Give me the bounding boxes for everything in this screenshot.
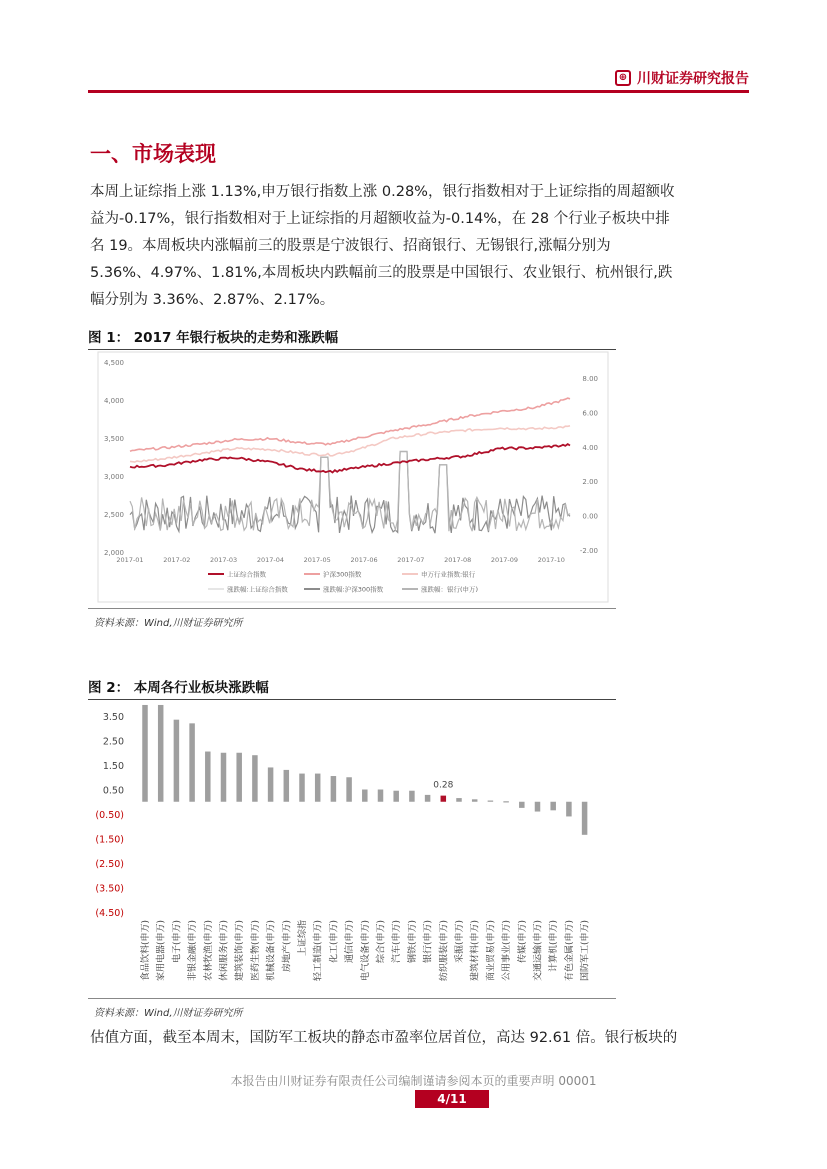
x-axis-category-label: 钢铁(申万): [407, 920, 418, 964]
valuation-paragraph: 估值方面，截至本周末，国防军工板块的静态市盈率位居首位，高达 92.61 倍。银行板块的: [90, 1030, 678, 1046]
x-axis-tick-label: 2017-03: [210, 556, 238, 564]
bar: [409, 791, 415, 802]
bar: [205, 752, 211, 802]
x-axis-category-label: 采掘(申万): [455, 920, 465, 964]
x-axis-category-label: 汽车(申万): [392, 920, 403, 964]
market-summary-paragraph: [90, 179, 740, 314]
x-axis-tick-label: 2017-02: [163, 556, 191, 564]
x-axis-category-label: 交通运输(申万): [533, 920, 544, 982]
bar: [425, 795, 431, 802]
x-axis-category-label: 建筑材料(申万): [470, 920, 481, 982]
right-axis-tick-label: 2.00: [582, 478, 598, 487]
y-axis-tick-label: (1.50): [95, 834, 124, 846]
bar: [393, 791, 399, 802]
legend-label: 涨跌幅：银行(申万): [421, 585, 479, 594]
left-axis-tick-label: 4,000: [103, 397, 124, 405]
bar: [236, 753, 242, 802]
bar: [566, 802, 572, 817]
figure1-title: 图 1： 2017 年银行板块的走势和涨跌幅: [88, 326, 616, 350]
x-axis-category-label: 休闲服务(申万): [219, 920, 230, 982]
x-axis-category-label: 商业贸易(申万): [486, 920, 497, 982]
bar-data-label: 0.28: [433, 780, 454, 791]
x-axis-category-label: 房地产(申万): [282, 920, 293, 973]
figure1-source: 资料来源：Wind,川财证券研究所: [94, 618, 243, 629]
bar: [535, 802, 541, 812]
bar: [441, 796, 447, 802]
legend-label: 涨跌幅:上证综合指数: [227, 585, 288, 594]
figure1-frame: [88, 348, 616, 609]
bar: [519, 802, 525, 808]
paragraph-line: 名 19。本周板块内涨幅前三的股票是宁波银行、招商银行、无锡银行,涨幅分别为: [90, 238, 611, 254]
legend-label: 沪深300指数: [323, 570, 362, 579]
left-axis-tick-label: 2,500: [103, 511, 124, 519]
bar: [158, 705, 164, 802]
footer-disclaimer: 本报告由川财证券有限责任公司编制谨请参阅本页的重要声明 00001: [230, 1074, 597, 1088]
x-axis-category-label: 非银金融(申万): [188, 920, 199, 982]
right-axis-tick-label: 0.00: [582, 512, 598, 521]
brand-logo-icon: ⊕: [615, 70, 631, 86]
figure2-frame: [88, 698, 616, 999]
x-axis-category-label: 医药生物(申万): [250, 920, 261, 982]
y-axis-tick-label: (0.50): [95, 810, 124, 821]
paragraph-line: 幅分别为 3.36%、2.87%、2.17%。: [90, 292, 335, 308]
y-axis-tick-label: (3.50): [95, 883, 124, 895]
right-axis-tick-label: -2.00: [579, 547, 598, 555]
bar: [174, 720, 180, 802]
x-axis-tick-label: 2017-08: [444, 556, 472, 564]
figure2-bar-chart: [88, 698, 616, 998]
right-axis-tick-label: 6.00: [582, 409, 598, 418]
left-axis-tick-label: 4,500: [103, 359, 124, 367]
y-axis-tick-label: (4.50): [95, 908, 124, 919]
x-axis-category-label: 计算机(申万): [549, 920, 560, 973]
right-axis-tick-label: 4.00: [582, 443, 598, 452]
legend-label: 申万行业指数:银行: [421, 570, 476, 579]
bar: [362, 790, 368, 802]
right-axis-tick-label: 8.00: [582, 375, 598, 383]
y-axis-tick-label: 2.50: [102, 736, 124, 748]
x-axis-category-label: 上证综指: [298, 920, 308, 957]
x-axis-category-label: 传媒(申万): [517, 920, 528, 964]
page-number: 4/11: [415, 1090, 489, 1108]
x-axis-tick-label: 2017-01: [116, 556, 144, 564]
series-line-涨跌幅：银行(申万): [130, 452, 570, 534]
left-axis-tick-label: 2,000: [103, 549, 124, 557]
x-axis-category-label: 轻工制造(申万): [313, 920, 324, 982]
bar: [315, 774, 321, 802]
x-axis-category-label: 食品饮料(申万): [141, 920, 151, 982]
legend-label: 涨跌幅:沪深300指数: [323, 585, 384, 594]
bar: [284, 770, 290, 802]
header-divider: [88, 90, 749, 93]
x-axis-category-label: 电气设备(申万): [360, 920, 371, 982]
bar: [221, 753, 227, 802]
bar: [456, 798, 462, 802]
legend-label: 上证综合指数: [227, 570, 266, 579]
section-title: 一、市场表现: [90, 141, 216, 166]
bar: [472, 799, 478, 801]
x-axis-category-label: 化工(申万): [329, 920, 340, 964]
paragraph-line: 5.36%、4.97%、1.81%,本周板块内跌幅前三的股票是中国银行、农业银行、杭州银行,跌: [90, 265, 673, 281]
x-axis-category-label: 综合(申万): [376, 920, 387, 964]
x-axis-category-label: 机械设备(申万): [266, 920, 277, 982]
brand-name: 川财证券研究报告: [637, 71, 749, 87]
figure1-line-chart: [88, 348, 616, 608]
paragraph-line: 本周上证综指上涨 1.13%,申万银行指数上涨 0.28%，银行指数相对于上证综指的周超额收: [90, 184, 675, 200]
bar: [582, 802, 588, 835]
y-axis-tick-label: (2.50): [95, 859, 124, 870]
x-axis-category-label: 通信(申万): [345, 920, 356, 964]
x-axis-category-label: 电子(申万): [172, 920, 183, 964]
bar: [189, 723, 195, 801]
bar: [299, 774, 305, 802]
x-axis-category-label: 公用事业(申万): [502, 920, 513, 982]
y-axis-tick-label: 3.50: [102, 712, 124, 723]
bar: [142, 705, 148, 802]
bar: [331, 776, 337, 802]
x-axis-category-label: 家用电器(申万): [156, 920, 167, 982]
x-axis-tick-label: 2017-05: [303, 556, 331, 564]
x-axis-tick-label: 2017-07: [397, 556, 425, 564]
bar: [346, 777, 352, 802]
bar: [488, 801, 494, 802]
figure2-title: 图 2： 本周各行业板块涨跌幅: [88, 676, 616, 700]
paragraph-line: 益为-0.17%，银行指数相对于上证综指的月超额收益为-0.14%，在 28 个行业子板块中排: [90, 211, 670, 227]
x-axis-category-label: 建筑装饰(申万): [235, 920, 246, 982]
x-axis-tick-label: 2017-10: [537, 556, 565, 564]
x-axis-tick-label: 2017-09: [490, 556, 519, 564]
x-axis-category-label: 农林牧渔(申万): [203, 920, 214, 982]
y-axis-tick-label: 1.50: [102, 761, 124, 772]
x-axis-category-label: 银行(申万): [423, 920, 434, 964]
figure2-source: 资料来源：Wind,川财证券研究所: [94, 1008, 243, 1019]
bar: [268, 767, 274, 801]
report-header: [615, 68, 749, 88]
x-axis-category-label: 国防军工(申万): [580, 920, 591, 982]
x-axis-tick-label: 2017-06: [350, 556, 378, 564]
y-axis-tick-label: 0.50: [102, 785, 124, 797]
x-axis-category-label: 有色金属(申万): [564, 920, 575, 982]
bar: [503, 801, 509, 802]
bar: [550, 802, 556, 811]
series-line-上证综合指数: [130, 444, 570, 472]
bar: [378, 790, 384, 802]
left-axis-tick-label: 3,000: [103, 473, 124, 481]
x-axis-category-label: 纺织服装(申万): [439, 920, 450, 982]
x-axis-tick-label: 2017-04: [256, 556, 285, 564]
series-line-沪深300指数: [130, 398, 570, 451]
bar: [252, 755, 258, 802]
left-axis-tick-label: 3,500: [103, 435, 124, 443]
